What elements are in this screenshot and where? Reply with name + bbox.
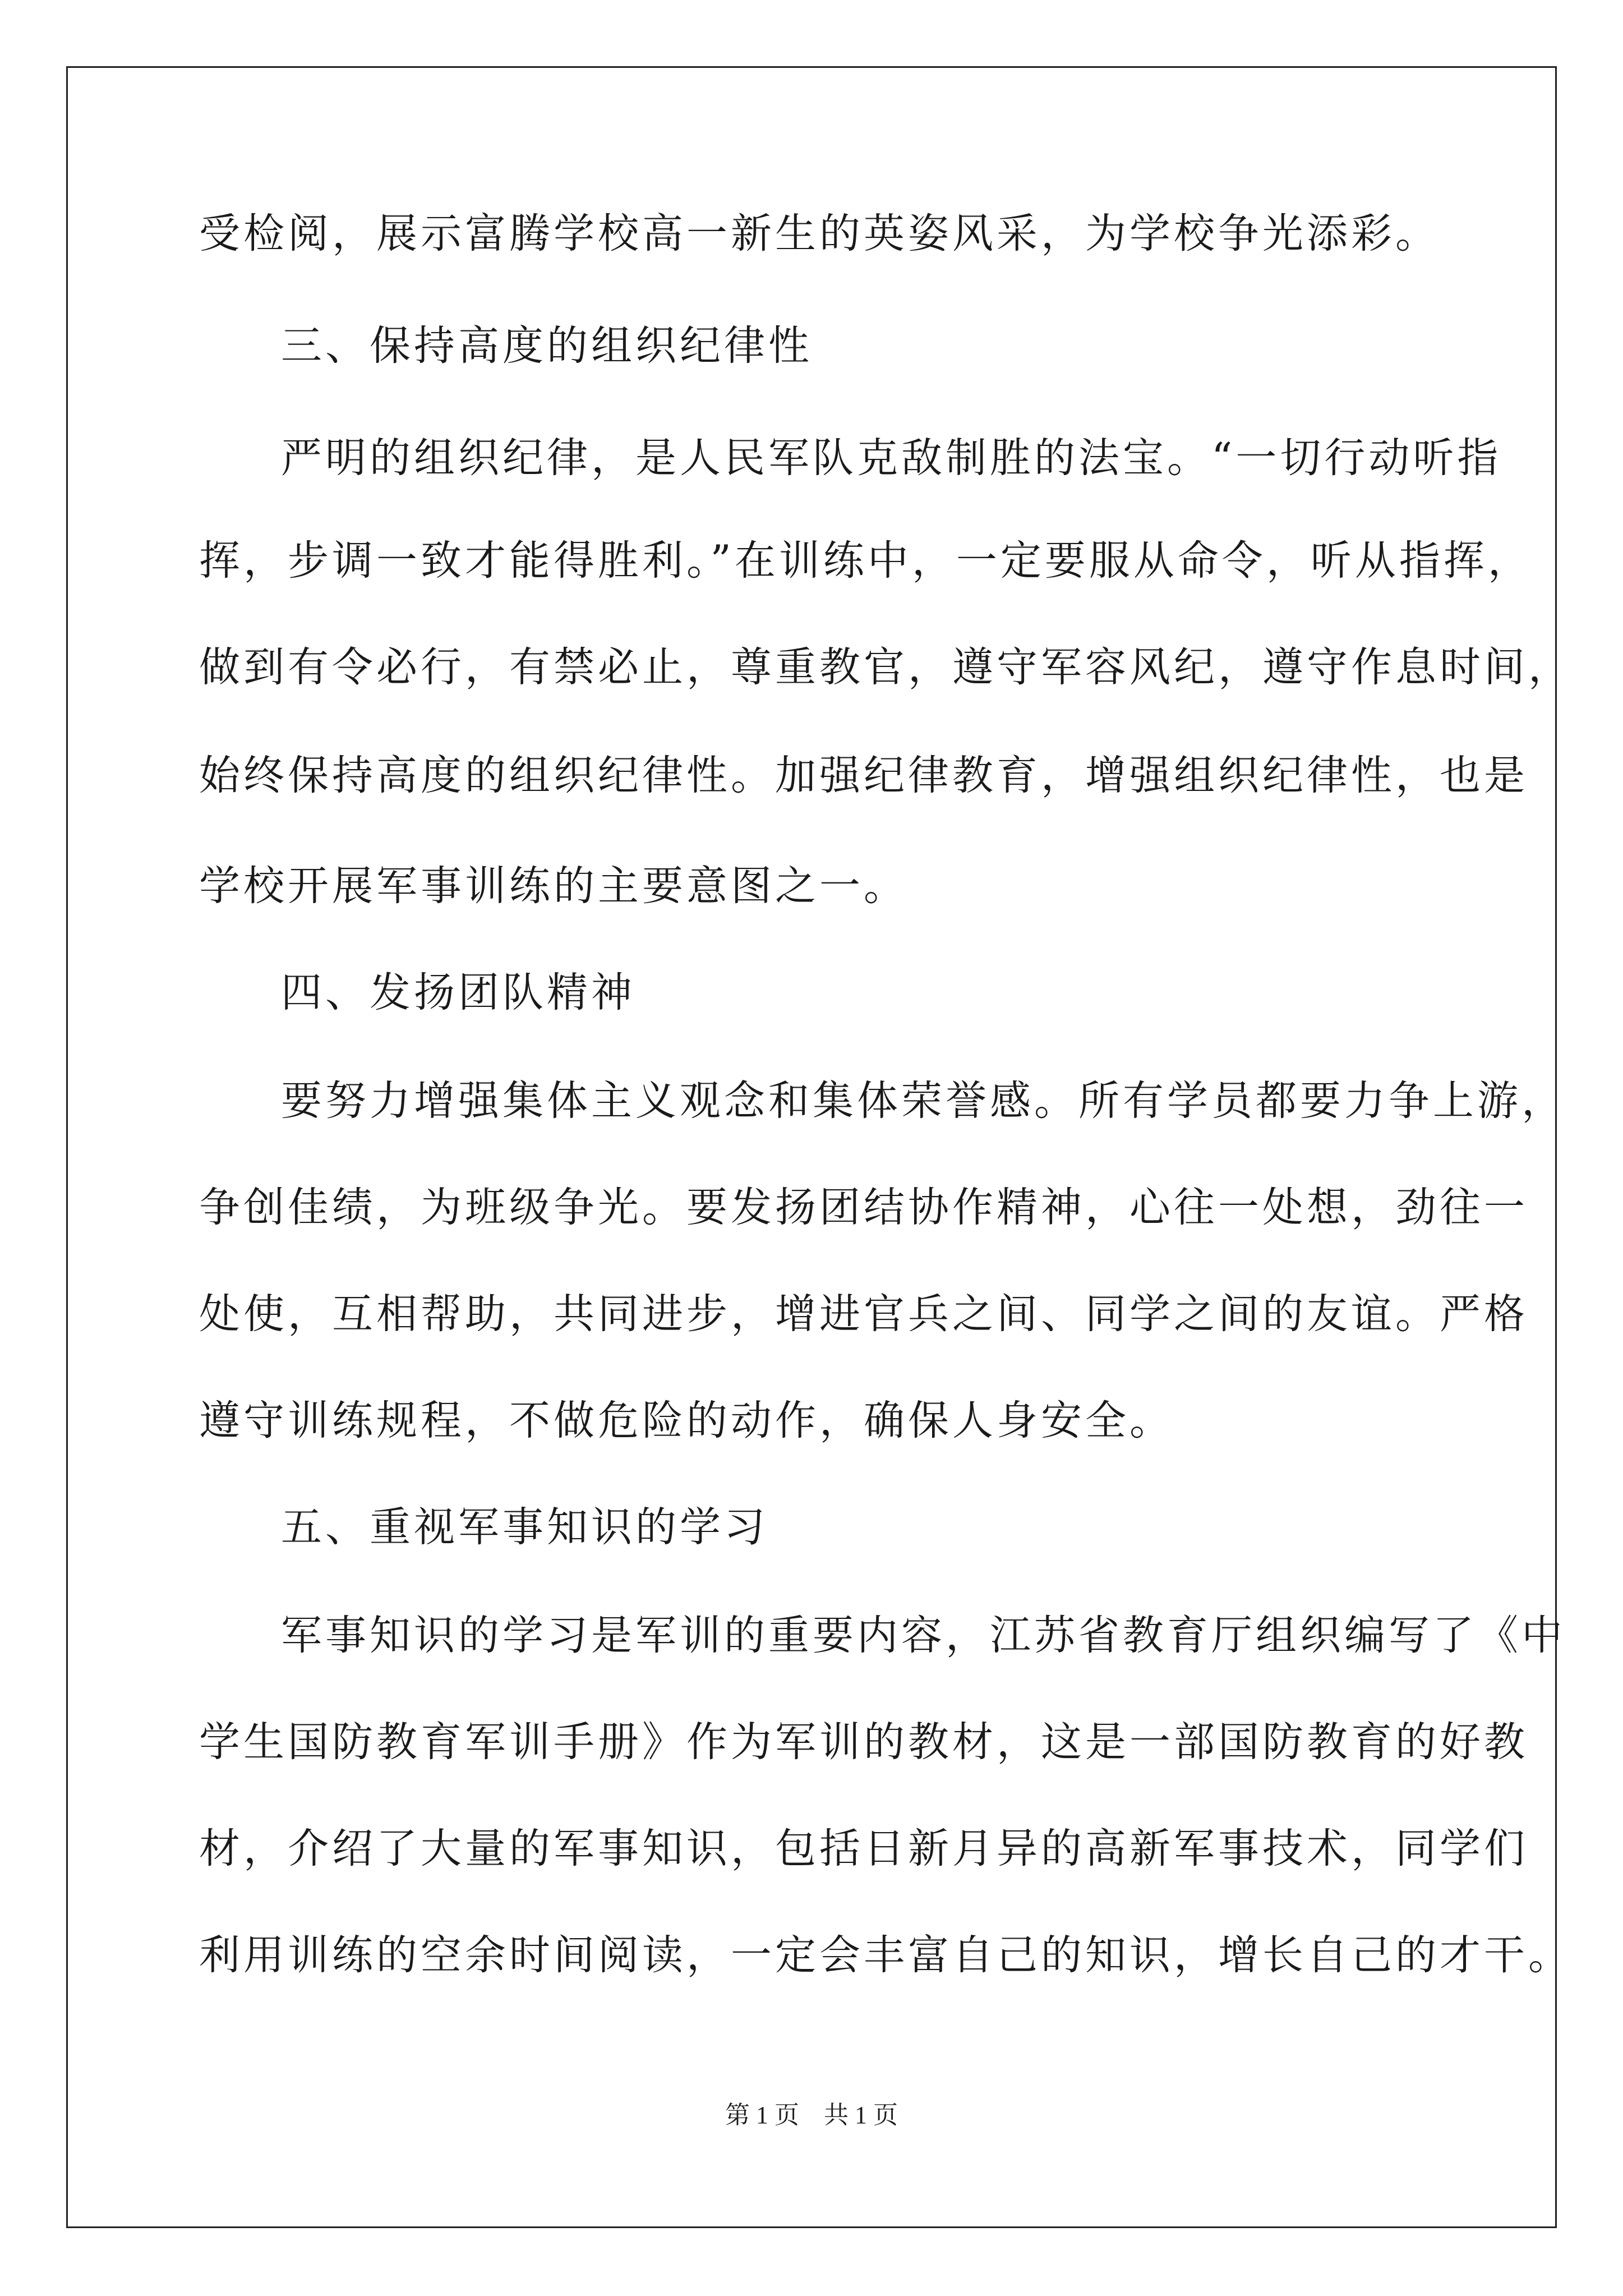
paragraph-line: 学校开展军事训练的主要意图之一。 <box>199 862 908 910</box>
paragraph-line: 始终保持高度的组织纪律性。加强纪律教育，增强组织纪律性，也是 <box>199 752 1528 799</box>
section-heading: 三、保持高度的组织纪律性 <box>281 322 813 370</box>
paragraph-line: 受检阅，展示富腾学校高一新生的英姿风采，为学校争光添彩。 <box>199 210 1440 257</box>
paragraph-line: 军事知识的学习是军训的重要内容，江苏省教育厅组织编写了《中 <box>281 1612 1566 1659</box>
paragraph-line: 要努力增强集体主义观念和集体荣誉感。所有学员都要力争上游， <box>281 1077 1566 1125</box>
paragraph-line: 严明的组织纪律，是人民军队克敌制胜的法宝。“一切行动听指 <box>281 434 1502 482</box>
paragraph-line: 争创佳绩，为班级争光。要发扬团结协作精神，心往一处想，劲往一 <box>199 1184 1528 1231</box>
page-number-footer: 第 1 页 共 1 页 <box>725 2101 898 2129</box>
section-heading: 四、发扬团队精神 <box>281 969 635 1016</box>
paragraph-line: 利用训练的空余时间阅读，一定会丰富自己的知识，增长自己的才干。 <box>199 1931 1573 1979</box>
paragraph-line: 处使，互相帮助，共同进步，增进官兵之间、同学之间的友谊。严格 <box>199 1290 1528 1338</box>
paragraph-line: 学生国防教育军训手册》作为军训的教材，这是一部国防教育的好教 <box>199 1718 1528 1766</box>
section-heading: 五、重视军事知识的学习 <box>281 1503 768 1551</box>
paragraph-line: 材，介绍了大量的军事知识，包括日新月异的高新军事技术，同学们 <box>199 1825 1528 1872</box>
paragraph-line: 做到有令必行，有禁必止，尊重教官，遵守军容风纪，遵守作息时间， <box>199 643 1573 691</box>
paragraph-line: 挥，步调一致才能得胜利。”在训练中，一定要服从命令，听从指挥， <box>199 537 1532 585</box>
page-border <box>66 66 1557 2228</box>
paragraph-line: 遵守训练规程，不做危险的动作，确保人身安全。 <box>199 1397 1174 1444</box>
